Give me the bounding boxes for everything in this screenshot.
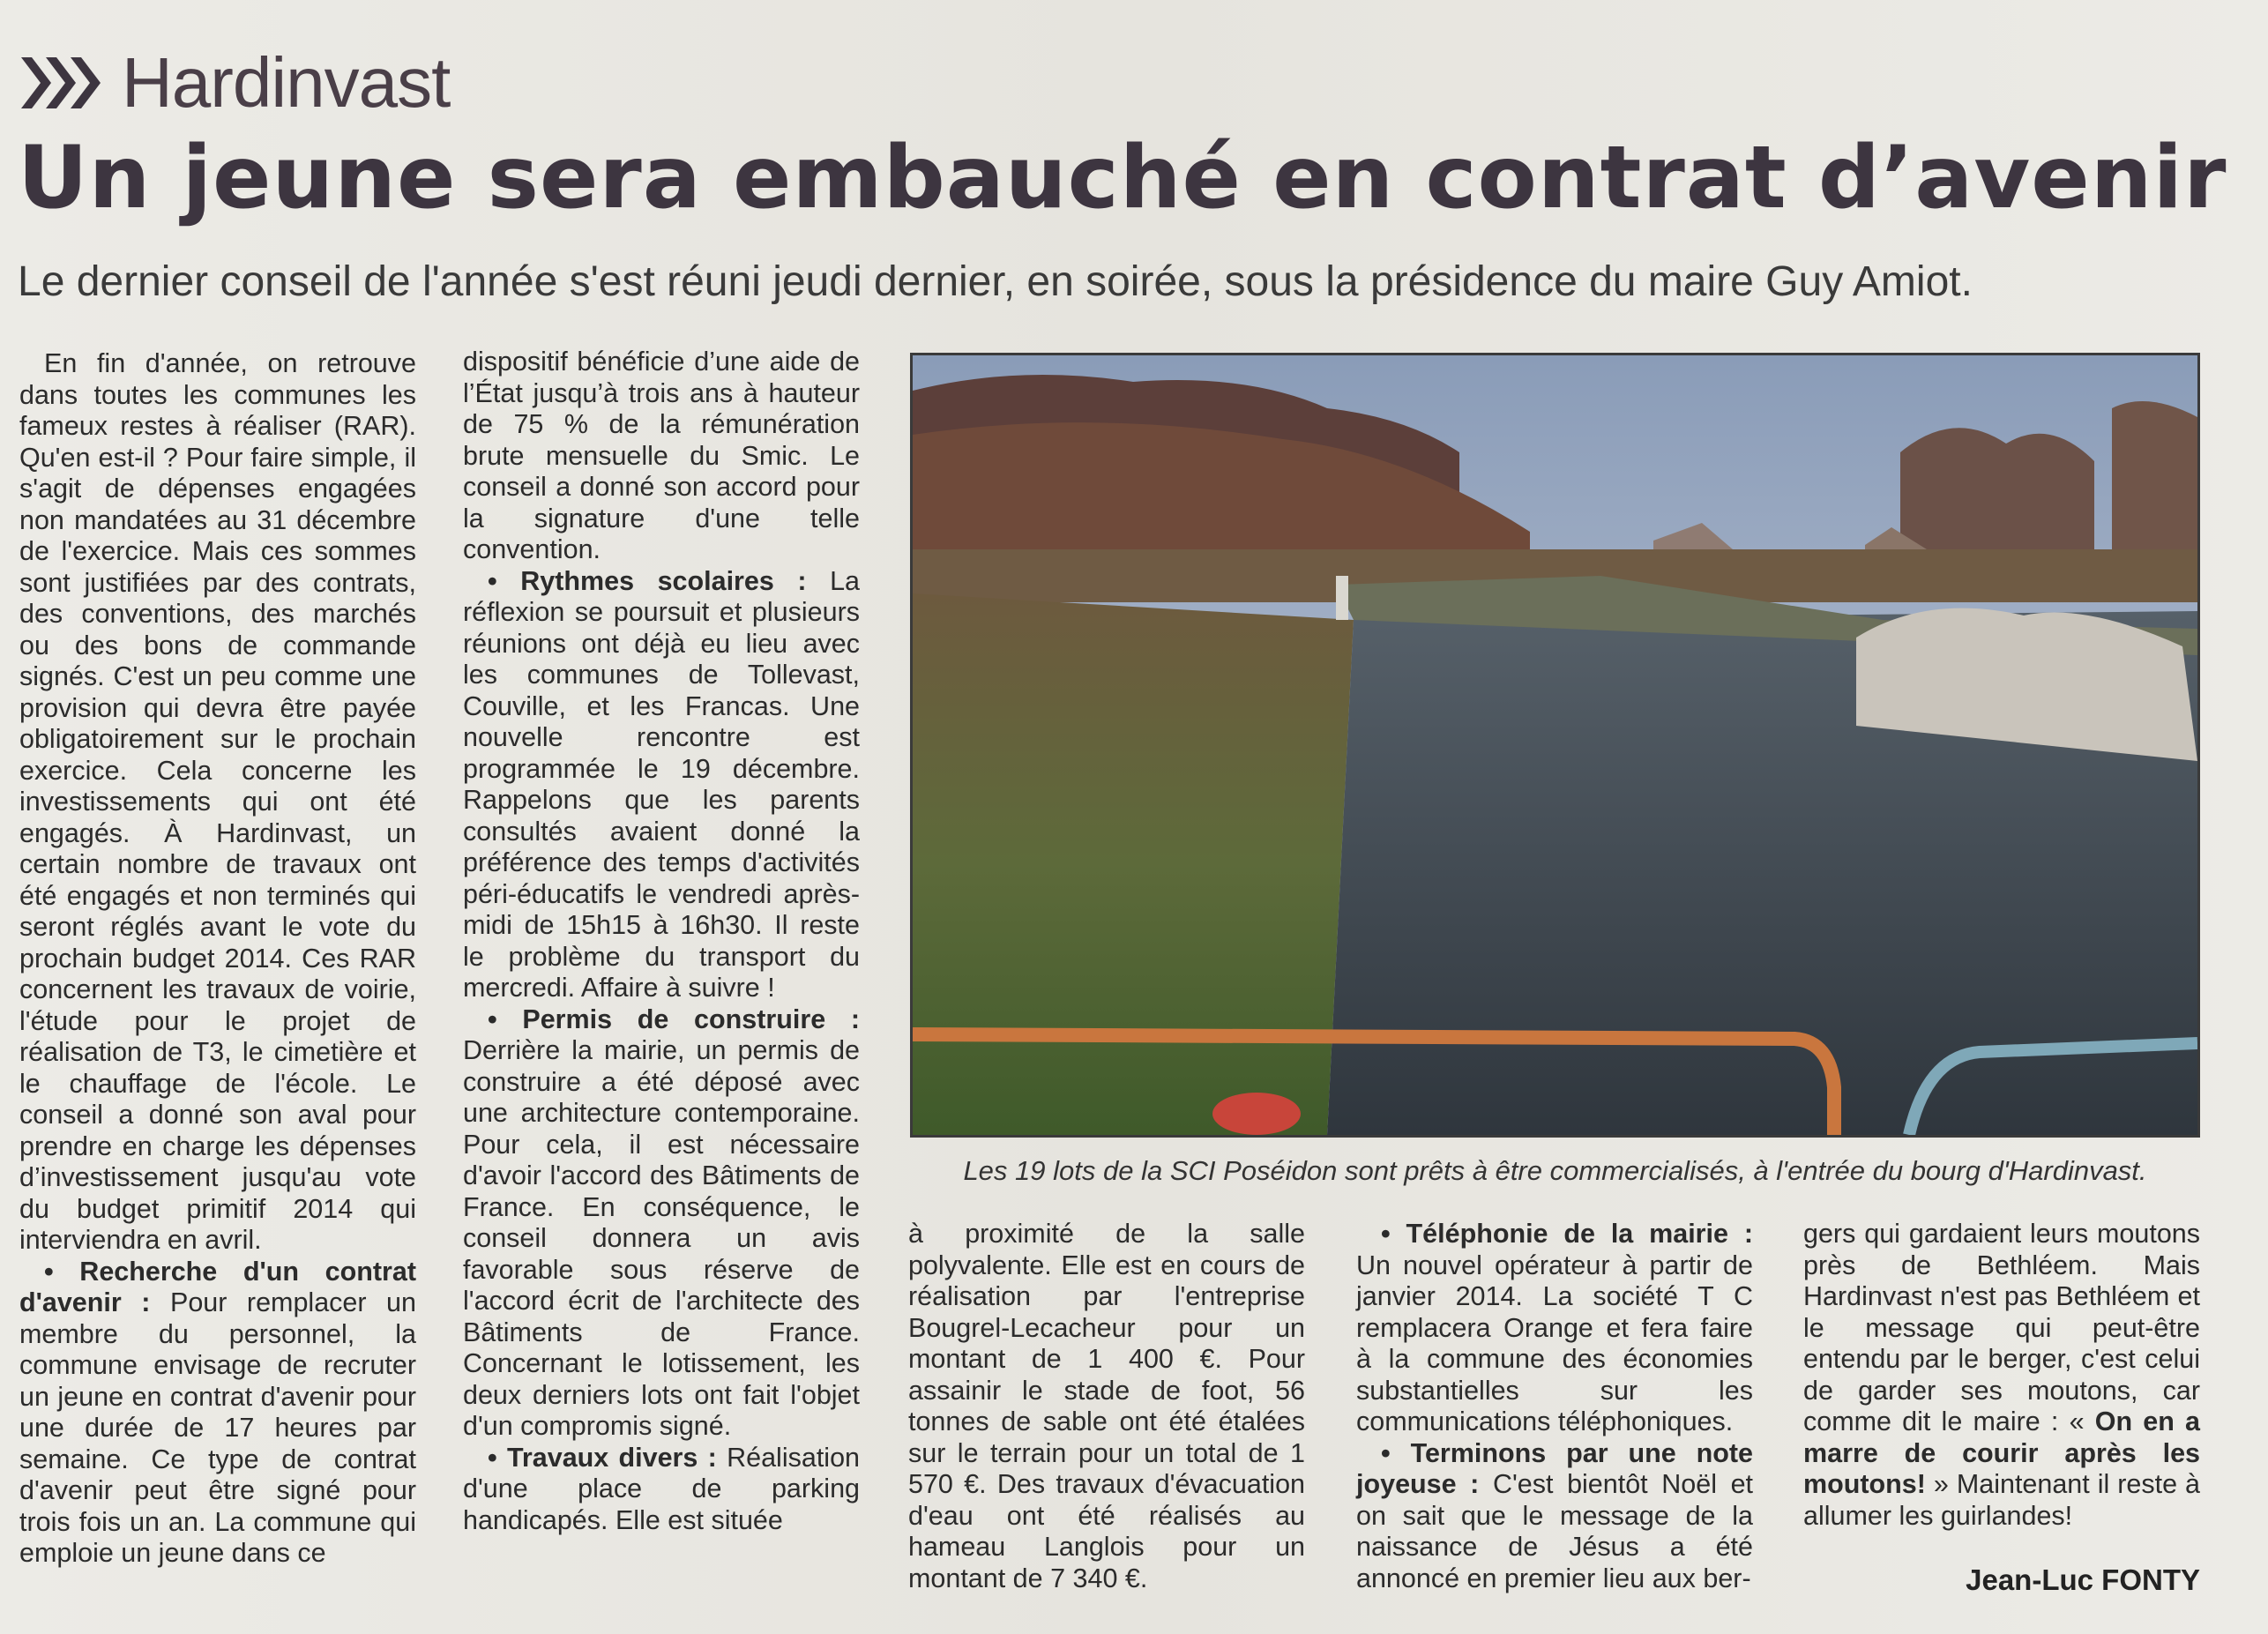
paragraph-text: La réflexion se poursuit et plusieurs réunions ont déjà eu lieu avec les communes de Tollevast, Couville, et les Francas. Une nouvelle rencontre est programmée le 19 décembre. Rappelons que les parents consultés avaient donné la préférence des temps d'activités péri-éducatifs le vendredi après-midi de 15h15 à 16h30. Il reste le problème du transport du mercredi. Affaire à suivre ! [463,565,860,1003]
paragraph-heading: • Recherche d'un contrat d'avenir : [19,1256,416,1317]
paragraph: à proximité de la salle polyvalente. Elle est en cours de réalisation par l'entreprise Bougrel-Lecacheur pour un montant de 1 400 €. Pour assainir le stade de foot, 56 tonnes de sable ont été étalées sur le terrain pour un total de 1 570 €. Des travaux d'évacuation d'eau ont été réalisés au hameau Langlois pour un montant de 7 340 €. [908,1219,1305,1593]
paragraph [463,566,860,1004]
paragraph [19,1257,416,1570]
paragraph [1356,1219,1753,1438]
paragraph: dispositif bénéficie d’une aide de l’État jusqu’à trois ans à hauteur de 75 % de la rémunération brute mensuelle du Smic. Le conseil a donné son accord pour la signature d'une telle convention. [463,347,860,564]
author-byline: Jean-Luc FONTY [1966,1563,2200,1596]
paragraph-text: » Maintenant il reste à allumer les guirlandes! [1803,1469,2200,1531]
article-column-5 [1803,1219,2200,1532]
article-column-4 [1356,1219,1753,1594]
paragraph-heading: • Téléphonie de la mairie : [1381,1219,1753,1249]
paragraph [463,1004,860,1443]
paragraph-text: Pour remplacer un membre du personnel, la commune envisage de recruter un jeune en contrat d'avenir pour une durée de 17 heures par semaine. Ce type de contrat d'avenir peut être signé pour trois fois un an. La commune qui emploie un jeune dans ce [19,1287,416,1568]
paragraph [1356,1438,1753,1595]
quote-bold: On en a marre de courir après les moutons! [1803,1406,2200,1499]
paragraph-text: Derrière la mairie, un permis de construire a été déposé avec une architecture contemporaine. Pour cela, il est nécessaire d'avoir l'accord des Bâtiments de France. En conséquence, le conseil donnera un avis favorable sous réserve de l'accord écrit de l'architecte des Bâtiments de France. Concernant le lotissement, les deux derniers lots ont fait l'objet d'un compromis signé. [463,1035,860,1441]
paragraph [1803,1219,2200,1532]
headline: Un jeune sera embauché en contrat d’avenir [18,128,2227,228]
paragraph-text: gers qui gardaient leurs moutons près de Bethléem. Mais Hardinvast n'est pas Bethléem et le message qui peut-être entendu par le berger, c'est celui de garder ses moutons, car comme dit le maire : « [1803,1219,2200,1436]
paragraph [463,1443,860,1537]
paragraph-heading: • Permis de construire : [488,1004,860,1034]
paragraph-heading: • Rythmes scolaires : [488,565,807,596]
paragraph: En fin d'année, on retrouve dans toutes les communes les fameux restes à réaliser (RAR). Qu'en est-il ? Pour faire simple, il s'agit de dépenses engagées non mandatées au 31 décembre de l'exercice. Mais ces sommes sont justifiées par des contrats, des conventions, des marchés ou des bons de commande signés. C'est un peu comme une provision qui devra être payée obligatoirement sur le prochain exercice. Cela concerne les investissements qui ont été engagés. À Hardinvast, un certain nombre de travaux ont été engagés et non terminés qui seront réglés avant le vote du prochain budget 2014. Ces RAR concernent les travaux de voirie, l'étude pour le projet de réalisation de T3, le cimetière et le chauffage de l'école. Le conseil a donné son aval pour prendre en charge les dépenses d’investissement jusqu'au vote du budget primitif 2014 qui interviendra en avril. [19,348,416,1255]
paragraph-text: Un nouvel opérateur à partir de janvier 2014. La société T C remplacera Orange et fera faire à la commune des économies substantielles sur les communications téléphoniques. [1356,1250,1753,1436]
article-column-3 [908,1219,1305,1594]
paragraph-text: Réalisation d'une place de parking handicapés. Elle est située [463,1442,860,1535]
paragraph-text: C'est bientôt Noël et on sait que le message de la naissance de Jésus a été annoncé en premier lieu aux ber- [1356,1469,1754,1593]
road-and-building-plots-photo [910,353,2200,1138]
paragraph-heading: • Travaux divers : [488,1442,717,1473]
paragraph-heading: • Terminons par une note joyeuse : [1356,1437,1753,1499]
article-column-2 [463,347,860,1536]
section-header [18,42,450,123]
triple-chevron-icon [18,52,106,114]
section-name: Hardinvast [122,43,451,122]
article-column-1 [19,348,416,1570]
photo-caption: Les 19 lots de la SCI Poséidon sont prêts à être commercialisés, à l'entrée du bourg d'Hardinvast. [963,1155,2147,1186]
standfirst: Le dernier conseil de l'année s'est réuni jeudi dernier, en soirée, sous la présidence du maire Guy Amiot. [18,258,1973,305]
